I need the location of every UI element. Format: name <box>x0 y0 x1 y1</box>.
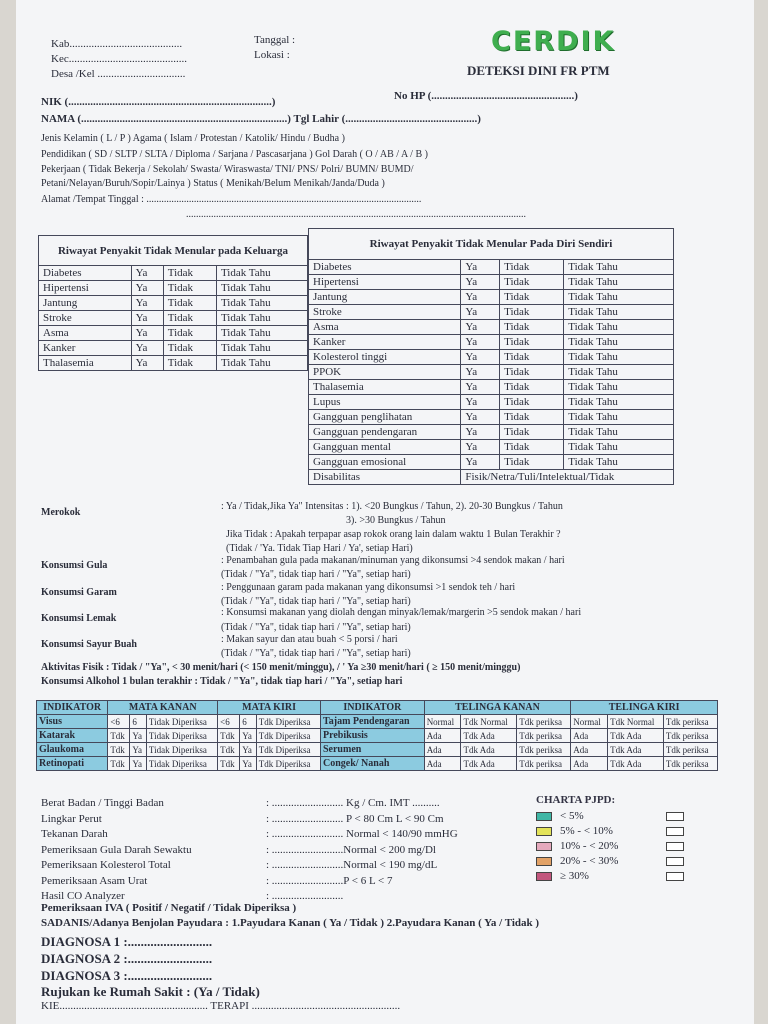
answer-option[interactable]: Tidak Tahu <box>564 425 674 440</box>
disease-label: Diabetes <box>39 266 132 281</box>
answer-option[interactable]: Ya <box>461 320 500 335</box>
ear-option[interactable]: Tdk Ada <box>608 757 664 771</box>
answer-option[interactable]: Ya <box>461 335 500 350</box>
measurement-label: Tekanan Darah <box>41 828 108 840</box>
disease-label: Kanker <box>39 341 132 356</box>
disease-label: Jantung <box>309 290 461 305</box>
answer-option[interactable]: Ya <box>131 326 163 341</box>
alkohol-line: Konsumsi Alkohol 1 bulan terakhir : Tidak / "Ya", tidak tiap hari / "Ya", setiap hari <box>41 676 403 687</box>
answer-option[interactable]: Tidak <box>500 335 564 350</box>
lemak-line-2: (Tidak / "Ya", tidak tiap hari / "Ya", setiap hari) <box>221 622 411 633</box>
lemak-line-1: : Konsumsi makanan yang diolah dengan minyak/lemak/margerin >5 sendok makan / hari <box>221 607 582 618</box>
answer-option[interactable]: Ya <box>461 365 500 380</box>
ear-option[interactable]: Ada <box>424 757 461 771</box>
answer-option[interactable]: Ya <box>461 290 500 305</box>
answer-option[interactable]: Tidak Tahu <box>564 410 674 425</box>
answer-option[interactable]: Tidak <box>500 275 564 290</box>
table-row <box>309 290 674 305</box>
disease-label: Hipertensi <box>39 281 132 296</box>
charta-item <box>536 810 584 822</box>
answer-option[interactable]: Tidak <box>500 305 564 320</box>
garam-line-1: : Penggunaan garam pada makanan yang dikonsumsi >1 sendok teh / hari <box>221 582 516 593</box>
cerdik-logo: CERDIK <box>491 26 616 57</box>
table-row <box>37 743 718 757</box>
answer-option[interactable]: Tidak <box>500 455 564 470</box>
measurement-label: Berat Badan / Tinggi Badan <box>41 797 164 809</box>
charta-swatch <box>536 872 552 881</box>
answer-option[interactable]: Tidak <box>500 380 564 395</box>
telinga-kanan-header: TELINGA KANAN <box>424 701 571 715</box>
sadanis-line: SADANIS/Adanya Benjolan Payudara : 1.Payudara Kanan ( Ya / Tidak ) 2.Payudara Kanan ( Ya / Tidak ) <box>41 917 540 929</box>
charta-item <box>536 855 618 867</box>
disease-label: PPOK <box>309 365 461 380</box>
measurement-label: Pemeriksaan Gula Darah Sewaktu <box>41 843 192 856</box>
eye-option[interactable]: Tdk <box>108 757 130 771</box>
diagnosa-1-field[interactable]: DIAGNOSA 1 :.......................... <box>41 934 213 949</box>
charta-item <box>536 870 589 882</box>
answer-option[interactable]: Ya <box>461 410 500 425</box>
answer-option[interactable]: Tidak <box>500 260 564 275</box>
eye-option[interactable]: Ya <box>240 743 257 757</box>
table-row <box>39 281 308 296</box>
eye-option[interactable]: Tdk Diperiksa <box>256 743 320 757</box>
disease-label: Gangguan emosional <box>309 455 461 470</box>
charta-swatch <box>536 842 552 851</box>
merokok-line-3: Jika Tidak : Apakah terpapar asap rokok orang lain dalam waktu 1 Bulan Terakhir ? <box>226 529 561 540</box>
merokok-line-1: : Ya / Tidak,Jika Ya" Intensitas : 1). <20 Bungkus / Tahun, 2). 20-30 Bungkus / Tahun <box>221 501 563 512</box>
answer-option[interactable]: Tidak <box>500 350 564 365</box>
disease-label: Jantung <box>39 296 132 311</box>
ear-option[interactable]: Tdk periksa <box>663 757 717 771</box>
disease-label: Thalasemia <box>39 356 132 371</box>
answer-option[interactable]: Ya <box>461 350 500 365</box>
answer-option[interactable]: Ya <box>461 380 500 395</box>
disease-label: Stroke <box>309 305 461 320</box>
charta-checkbox[interactable] <box>666 842 684 851</box>
gula-line-2: (Tidak / "Ya", tidak tiap hari / "Ya", setiap hari) <box>221 569 411 580</box>
disease-label: Kolesterol tinggi <box>309 350 461 365</box>
indikator-header: INDIKATOR <box>37 701 108 715</box>
charta-checkbox[interactable] <box>666 827 684 836</box>
eye-option[interactable]: Ya <box>130 757 147 771</box>
lemak-label: Konsumsi Lemak <box>41 613 117 624</box>
disease-label: Hipertensi <box>309 275 461 290</box>
ear-option[interactable]: Ada <box>424 729 461 743</box>
garam-label: Konsumsi Garam <box>41 587 117 598</box>
indicator-label: Retinopati <box>37 757 108 771</box>
merokok-line-4: (Tidak / 'Ya. Tidak Tiap Hari / Ya', setiap Hari) <box>226 543 413 554</box>
indicator-label: Tajam Pendengaran <box>320 715 424 729</box>
answer-option[interactable]: Tidak <box>500 395 564 410</box>
answer-option[interactable]: Ya <box>461 260 500 275</box>
aktivitas-line: Aktivitas Fisik : Tidak / "Ya", < 30 menit/hari (< 150 menit/minggu), / ' Ya ≥30 menit/hari ( ≥ 150 menit/minggu) <box>41 662 521 673</box>
answer-option[interactable]: Tidak <box>163 326 216 341</box>
ear-option[interactable]: Tdk periksa <box>663 729 717 743</box>
eye-option[interactable]: Tdk Diperiksa <box>256 757 320 771</box>
eye-option[interactable]: Ya <box>240 729 257 743</box>
ear-option[interactable]: Tdk periksa <box>663 743 717 757</box>
garam-line-2: (Tidak / "Ya", tidak tiap hari / "Ya", setiap hari) <box>221 596 411 607</box>
alamat-field-2[interactable]: ........................................................................................................................................ <box>186 209 526 220</box>
gula-label: Konsumsi Gula <box>41 560 108 571</box>
measurement-value[interactable]: : ..........................P < 6 L < 7 <box>266 874 393 887</box>
ear-option[interactable]: Tdk Normal <box>608 715 664 729</box>
ear-option[interactable]: Tdk periksa <box>517 729 571 743</box>
eye-option[interactable]: <6 <box>108 715 130 729</box>
kab-field[interactable]: Kab......................................... <box>51 38 183 50</box>
disease-label: Gangguan mental <box>309 440 461 455</box>
charta-swatch <box>536 827 552 836</box>
pendidikan-line: Pendidikan ( SD / SLTP / SLTA / Diploma / Sarjana / Pascasarjana ) Gol Darah ( O / AB / A / B ) <box>41 149 428 160</box>
table-row <box>309 350 674 365</box>
nohp-field[interactable]: No HP (....................................................) <box>394 90 578 102</box>
measurement-value[interactable]: : .......................... Normal < 140/90 mmHG <box>266 828 458 840</box>
answer-option[interactable]: Tidak Tahu <box>216 281 307 296</box>
eye-option[interactable]: Tidak Diperiksa <box>146 729 217 743</box>
disease-label: Gangguan pendengaran <box>309 425 461 440</box>
charta-checkbox[interactable] <box>666 872 684 881</box>
indicator-label: Visus <box>37 715 108 729</box>
charta-title: CHARTA PJPD: <box>536 794 616 806</box>
answer-option[interactable]: Tidak Tahu <box>216 326 307 341</box>
charta-label: 10% - < 20% <box>560 840 619 852</box>
answer-option[interactable]: Ya <box>461 455 500 470</box>
table-row <box>309 410 674 425</box>
answer-option[interactable]: Tidak <box>500 290 564 305</box>
desa-field[interactable]: Desa /Kel ................................ <box>51 68 186 80</box>
eye-option[interactable]: Ya <box>240 757 257 771</box>
disease-label: Lupus <box>309 395 461 410</box>
answer-option[interactable]: Ya <box>131 341 163 356</box>
answer-option[interactable]: Tidak Tahu <box>564 260 674 275</box>
gula-line-1: : Penambahan gula pada makanan/minuman yang dikonsumsi >4 sendok makan / hari <box>221 555 565 566</box>
ear-option[interactable]: Tdk Ada <box>608 729 664 743</box>
charta-item <box>536 825 613 837</box>
answer-option[interactable]: Tidak <box>163 281 216 296</box>
charta-swatch <box>536 857 552 866</box>
form-title: DETEKSI DINI FR PTM <box>467 63 610 78</box>
ear-option[interactable]: Ada <box>571 757 608 771</box>
answer-option[interactable]: Tidak <box>163 266 216 281</box>
ear-option[interactable]: Tdk Ada <box>461 729 517 743</box>
merokok-label: Merokok <box>41 507 81 518</box>
sayur-line-1: : Makan sayur dan atau buah < 5 porsi / hari <box>221 634 398 645</box>
answer-option[interactable]: Tidak Tahu <box>216 296 307 311</box>
measurement-label: Hasil CO Analyzer <box>41 890 125 902</box>
answer-option[interactable]: Tidak Tahu <box>216 311 307 326</box>
table-row <box>39 356 308 371</box>
answer-option[interactable]: Ya <box>461 440 500 455</box>
ear-option[interactable]: Tdk periksa <box>517 743 571 757</box>
family-history-table <box>38 235 308 371</box>
eye-option[interactable]: Tidak Diperiksa <box>146 743 217 757</box>
eye-option[interactable]: Tidak Diperiksa <box>146 715 217 729</box>
self-history-table <box>308 228 674 485</box>
answer-option[interactable]: Tidak Tahu <box>564 320 674 335</box>
table-row <box>309 455 674 470</box>
eye-option[interactable]: 6 <box>130 715 147 729</box>
indicator-label: Katarak <box>37 729 108 743</box>
mata-kanan-header: MATA KANAN <box>108 701 218 715</box>
disabilitas-label: Disabilitas <box>309 470 461 485</box>
self-table-header: Riwayat Penyakit Tidak Menular Pada Diri Sendiri <box>309 229 674 260</box>
disease-label: Asma <box>309 320 461 335</box>
indicator-table <box>36 700 718 771</box>
diagnosa-2-field[interactable]: DIAGNOSA 2 :.......................... <box>41 951 213 966</box>
answer-option[interactable]: Tidak <box>500 365 564 380</box>
answer-option[interactable]: Tidak Tahu <box>564 305 674 320</box>
sayur-label: Konsumsi Sayur Buah <box>41 639 137 650</box>
merokok-line-2: 3). >30 Bungkus / Tahun <box>346 515 446 526</box>
family-table-header: Riwayat Penyakit Tidak Menular pada Keluarga <box>39 236 308 266</box>
answer-option[interactable]: Tidak <box>163 341 216 356</box>
kec-field[interactable]: Kec........................................... <box>51 53 187 65</box>
charta-checkbox[interactable] <box>666 812 684 821</box>
table-row <box>309 365 674 380</box>
eye-option[interactable]: Ya <box>130 729 147 743</box>
disease-label: Kanker <box>309 335 461 350</box>
answer-option[interactable]: Tidak Tahu <box>564 395 674 410</box>
answer-option[interactable]: Ya <box>131 281 163 296</box>
eye-option[interactable]: Tdk <box>218 757 240 771</box>
lokasi-field[interactable]: Lokasi : <box>254 49 290 61</box>
measurement-label: Pemeriksaan Kolesterol Total <box>41 859 171 871</box>
answer-option[interactable]: Ya <box>461 395 500 410</box>
measurement-value[interactable]: : ..........................Normal < 190 mg/dL <box>266 859 438 871</box>
ear-option[interactable]: Tdk periksa <box>663 715 717 729</box>
ear-option[interactable]: Tdk Ada <box>461 743 517 757</box>
sayur-line-2: (Tidak / "Ya", tidak tiap hari / "Ya", setiap hari) <box>221 648 411 659</box>
table-row <box>309 440 674 455</box>
tanggal-field[interactable]: Tanggal : <box>254 34 296 46</box>
pekerjaan-line: Pekerjaan ( Tidak Bekerja / Sekolah/ Swasta/ Wiraswasta/ TNI/ PNS/ Polri/ BUMN/ BUMD/ <box>41 164 414 175</box>
indicator-label: Glaukoma <box>37 743 108 757</box>
table-row <box>309 335 674 350</box>
answer-option[interactable]: Ya <box>131 356 163 371</box>
mata-kiri-header: MATA KIRI <box>218 701 321 715</box>
ear-option[interactable]: Normal <box>424 715 461 729</box>
table-row <box>37 715 718 729</box>
disease-label: Asma <box>39 326 132 341</box>
ear-option[interactable]: Ada <box>571 743 608 757</box>
ear-option[interactable]: Ada <box>424 743 461 757</box>
answer-option[interactable]: Ya <box>131 311 163 326</box>
iva-line: Pemeriksaan IVA ( Positif / Negatif / Tidak Diperiksa ) <box>41 902 297 914</box>
form-page <box>16 0 754 1024</box>
charta-label: < 5% <box>560 810 584 822</box>
charta-item <box>536 840 618 852</box>
answer-option[interactable]: Ya <box>131 296 163 311</box>
eye-option[interactable]: Tdk <box>218 729 240 743</box>
eye-option[interactable]: 6 <box>240 715 257 729</box>
charta-label: 20% - < 30% <box>560 855 619 867</box>
table-row <box>309 425 674 440</box>
answer-option[interactable]: Tidak Tahu <box>216 341 307 356</box>
eye-option[interactable]: Tdk <box>218 743 240 757</box>
table-row <box>309 305 674 320</box>
charta-label: ≥ 30% <box>560 870 589 882</box>
charta-checkbox[interactable] <box>666 857 684 866</box>
indicator-label: Prebikusis <box>320 729 424 743</box>
table-row <box>37 729 718 743</box>
eye-option[interactable]: Ya <box>130 743 147 757</box>
table-row <box>309 260 674 275</box>
measurement-value[interactable]: : .......................... <box>266 890 344 902</box>
answer-option[interactable]: Tidak <box>500 425 564 440</box>
pekerjaan-line-2: Petani/Nelayan/Buruh/Sopir/Lainya ) Status ( Menikah/Belum Menikah/Janda/Duda ) <box>41 178 385 189</box>
table-row <box>37 757 718 771</box>
answer-option[interactable]: Tidak Tahu <box>564 275 674 290</box>
disease-label: Thalasemia <box>309 380 461 395</box>
measurement-value[interactable]: : .......................... Kg / Cm. IMT .......... <box>266 797 440 809</box>
eye-option[interactable]: Tidak Diperiksa <box>146 757 217 771</box>
measurement-label: Pemeriksaan Asam Urat <box>41 874 148 887</box>
answer-option[interactable]: Tidak Tahu <box>564 335 674 350</box>
eye-option[interactable]: Tdk <box>108 729 130 743</box>
indikator-header-2: INDIKATOR <box>320 701 424 715</box>
table-row <box>39 296 308 311</box>
answer-option[interactable]: Tidak <box>163 311 216 326</box>
answer-option[interactable]: Tidak Tahu <box>216 356 307 371</box>
ear-option[interactable]: Tdk periksa <box>517 715 571 729</box>
table-row <box>309 320 674 335</box>
indicator-label: Serumen <box>320 743 424 757</box>
telinga-kiri-header: TELINGA KIRI <box>571 701 718 715</box>
disabilitas-options[interactable]: Fisik/Netra/Tuli/Intelektual/Tidak <box>461 470 674 485</box>
eye-option[interactable]: Tdk Diperiksa <box>256 715 320 729</box>
table-row <box>39 341 308 356</box>
alamat-field[interactable]: Alamat /Tempat Tinggal : .............................................................................................................. <box>41 194 422 205</box>
ear-option[interactable]: Tdk Normal <box>461 715 517 729</box>
answer-option[interactable]: Tidak Tahu <box>216 266 307 281</box>
answer-option[interactable]: Tidak Tahu <box>564 380 674 395</box>
table-row <box>309 275 674 290</box>
answer-option[interactable]: Tidak Tahu <box>564 290 674 305</box>
disease-label: Diabetes <box>309 260 461 275</box>
answer-option[interactable]: Tidak Tahu <box>564 365 674 380</box>
answer-option[interactable]: Ya <box>461 425 500 440</box>
ear-option[interactable]: Tdk periksa <box>517 757 571 771</box>
answer-option[interactable]: Tidak <box>500 410 564 425</box>
ear-option[interactable]: Tdk Ada <box>461 757 517 771</box>
answer-option[interactable]: Tidak <box>500 320 564 335</box>
jenis-kelamin-line: Jenis Kelamin ( L / P ) Agama ( Islam / Protestan / Katolik/ Hindu / Budha ) <box>41 133 345 144</box>
table-row <box>309 395 674 410</box>
answer-option[interactable]: Tidak Tahu <box>564 350 674 365</box>
charta-swatch <box>536 812 552 821</box>
answer-option[interactable]: Ya <box>131 266 163 281</box>
rujukan-line: Rujukan ke Rumah Sakit : (Ya / Tidak) <box>41 984 260 999</box>
table-row <box>309 380 674 395</box>
table-row <box>39 311 308 326</box>
indicator-label: Congek/ Nanah <box>320 757 424 771</box>
eye-option[interactable]: Tdk Diperiksa <box>256 729 320 743</box>
kie-terapi-line[interactable]: KIE...................................................... TERAPI ...................................................... <box>41 1000 401 1012</box>
measurement-value[interactable]: : ..........................Normal < 200 mg/Dl <box>266 843 436 856</box>
measurement-label: Lingkar Perut <box>41 812 102 825</box>
nik-field[interactable]: NIK (..........................................................................) <box>41 96 276 108</box>
disease-label: Stroke <box>39 311 132 326</box>
measurement-value[interactable]: : .......................... P < 80 Cm L < 90 Cm <box>266 812 444 825</box>
answer-option[interactable]: Tidak <box>500 440 564 455</box>
table-row <box>39 326 308 341</box>
ear-option[interactable]: Tdk Ada <box>608 743 664 757</box>
charta-label: 5% - < 10% <box>560 825 613 837</box>
ear-option[interactable]: Ada <box>571 729 608 743</box>
answer-option[interactable]: Ya <box>461 305 500 320</box>
nama-field[interactable]: NAMA (...........................................................................) Tgl Lahir (................................................) <box>41 113 481 125</box>
answer-option[interactable]: Tidak <box>163 296 216 311</box>
disease-label: Gangguan penglihatan <box>309 410 461 425</box>
answer-option[interactable]: Ya <box>461 275 500 290</box>
answer-option[interactable]: Tidak <box>163 356 216 371</box>
diagnosa-3-field[interactable]: DIAGNOSA 3 :.......................... <box>41 968 213 983</box>
eye-option[interactable]: <6 <box>218 715 240 729</box>
answer-option[interactable]: Tidak Tahu <box>564 440 674 455</box>
eye-option[interactable]: Tdk <box>108 743 130 757</box>
table-row <box>39 266 308 281</box>
answer-option[interactable]: Tidak Tahu <box>564 455 674 470</box>
ear-option[interactable]: Normal <box>571 715 608 729</box>
